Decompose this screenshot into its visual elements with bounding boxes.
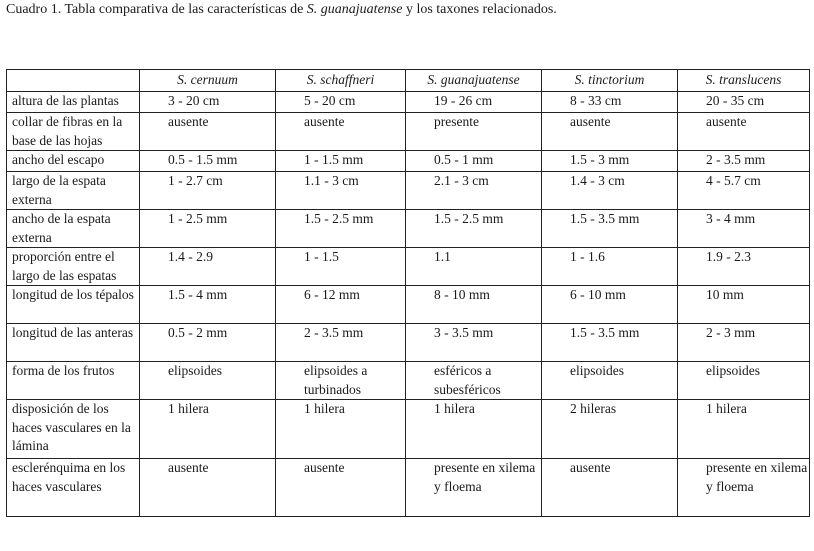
comparison-table	[6, 69, 810, 517]
header-cell-empty	[7, 70, 140, 92]
header-row	[7, 70, 810, 92]
table-cell: elipsoides	[140, 362, 276, 400]
header-cell-guanajuatense: S. guanajuatense	[406, 70, 542, 92]
header-cell-translucens: S. translucens	[678, 70, 810, 92]
table-cell: 1 hilera	[140, 400, 276, 459]
row-label: proporción entre el largo de las espatas	[7, 248, 140, 286]
table-cell: 8 - 33 cm	[542, 92, 678, 113]
table-cell: 3 - 4 mm	[678, 210, 810, 248]
table-row	[7, 362, 810, 400]
table-cell: 10 mm	[678, 286, 810, 324]
row-label: longitud de las anteras	[7, 324, 140, 362]
table-cell: elipsoides a turbinados	[276, 362, 406, 400]
table-cell: 4 - 5.7 cm	[678, 172, 810, 210]
table-cell: ausente	[140, 113, 276, 151]
table-cell: 5 - 20 cm	[276, 92, 406, 113]
row-label: collar de fibras en la base de las hojas	[7, 113, 140, 151]
table-cell: 1.5 - 3 mm	[542, 151, 678, 172]
table-cell: presente en xilema y floema	[678, 459, 810, 517]
table-cell: 2 hileras	[542, 400, 678, 459]
table-cell: 0.5 - 1 mm	[406, 151, 542, 172]
caption-prefix: Cuadro 1. Tabla comparativa de las características de	[6, 2, 307, 17]
table-cell: 1.5 - 2.5 mm	[276, 210, 406, 248]
table-cell: 1.9 - 2.3	[678, 248, 810, 286]
header-cell-tinctorium: S. tinctorium	[542, 70, 678, 92]
table-row	[7, 113, 810, 151]
table-cell: 1 - 1.5	[276, 248, 406, 286]
table-cell: 2 - 3 mm	[678, 324, 810, 362]
table-cell: elipsoides	[678, 362, 810, 400]
table-row	[7, 459, 810, 517]
table-cell: 1 hilera	[276, 400, 406, 459]
row-label: forma de los frutos	[7, 362, 140, 400]
table-cell: presente	[406, 113, 542, 151]
row-label: longitud de los tépalos	[7, 286, 140, 324]
table-cell: ausente	[276, 459, 406, 517]
table-cell: 2 - 3.5 mm	[276, 324, 406, 362]
table-cell: ausente	[542, 459, 678, 517]
table-row	[7, 286, 810, 324]
table-cell: 1.5 - 2.5 mm	[406, 210, 542, 248]
table-row	[7, 92, 810, 113]
table-cell: 20 - 35 cm	[678, 92, 810, 113]
table-cell: 1 - 1.6	[542, 248, 678, 286]
table-cell: 1 - 2.7 cm	[140, 172, 276, 210]
table-cell: 1.5 - 3.5 mm	[542, 210, 678, 248]
row-label: esclerénquima en los haces vasculares	[7, 459, 140, 517]
table-cell: 1 hilera	[406, 400, 542, 459]
row-label: ancho de la espata externa	[7, 210, 140, 248]
table-cell: 1.4 - 3 cm	[542, 172, 678, 210]
table-cell: 0.5 - 1.5 mm	[140, 151, 276, 172]
table-cell: ausente	[140, 459, 276, 517]
table-cell: 1.1 - 3 cm	[276, 172, 406, 210]
table-cell: esféricos a subesféricos	[406, 362, 542, 400]
header-cell-cernuum: S. cernuum	[140, 70, 276, 92]
caption-suffix: y los taxones relacionados.	[402, 2, 557, 17]
table-cell: 1 - 1.5 mm	[276, 151, 406, 172]
row-label: altura de las plantas	[7, 92, 140, 113]
table-cell: 2.1 - 3 cm	[406, 172, 542, 210]
table-row	[7, 151, 810, 172]
table-cell: 6 - 10 mm	[542, 286, 678, 324]
table-row	[7, 400, 810, 459]
table-cell: ausente	[542, 113, 678, 151]
table-row	[7, 210, 810, 248]
caption-species: S. guanajuatense	[306, 2, 403, 17]
table-cell: elipsoides	[542, 362, 678, 400]
table-cell: 8 - 10 mm	[406, 286, 542, 324]
table-cell: ausente	[276, 113, 406, 151]
table-cell: 1.5 - 4 mm	[140, 286, 276, 324]
row-label: ancho del escapo	[7, 151, 140, 172]
table-row	[7, 324, 810, 362]
header-cell-schaffneri: S. schaffneri	[276, 70, 406, 92]
table-cell: 1.4 - 2.9	[140, 248, 276, 286]
table-cell: 0.5 - 2 mm	[140, 324, 276, 362]
table-caption	[6, 1, 557, 19]
table-cell: 1.5 - 3.5 mm	[542, 324, 678, 362]
table-cell: 1 hilera	[678, 400, 810, 459]
table-cell: 3 - 20 cm	[140, 92, 276, 113]
table-row	[7, 248, 810, 286]
table-cell: ausente	[678, 113, 810, 151]
table-cell: 3 - 3.5 mm	[406, 324, 542, 362]
row-label: largo de la espata externa	[7, 172, 140, 210]
table-cell: 2 - 3.5 mm	[678, 151, 810, 172]
table-cell: presente en xilema y floema	[406, 459, 542, 517]
table-cell: 1 - 2.5 mm	[140, 210, 276, 248]
row-label: disposición de los haces vasculares en la lámina	[7, 400, 140, 459]
table-row	[7, 172, 810, 210]
table-cell: 6 - 12 mm	[276, 286, 406, 324]
table-cell: 19 - 26 cm	[406, 92, 542, 113]
table-cell: 1.1	[406, 248, 542, 286]
